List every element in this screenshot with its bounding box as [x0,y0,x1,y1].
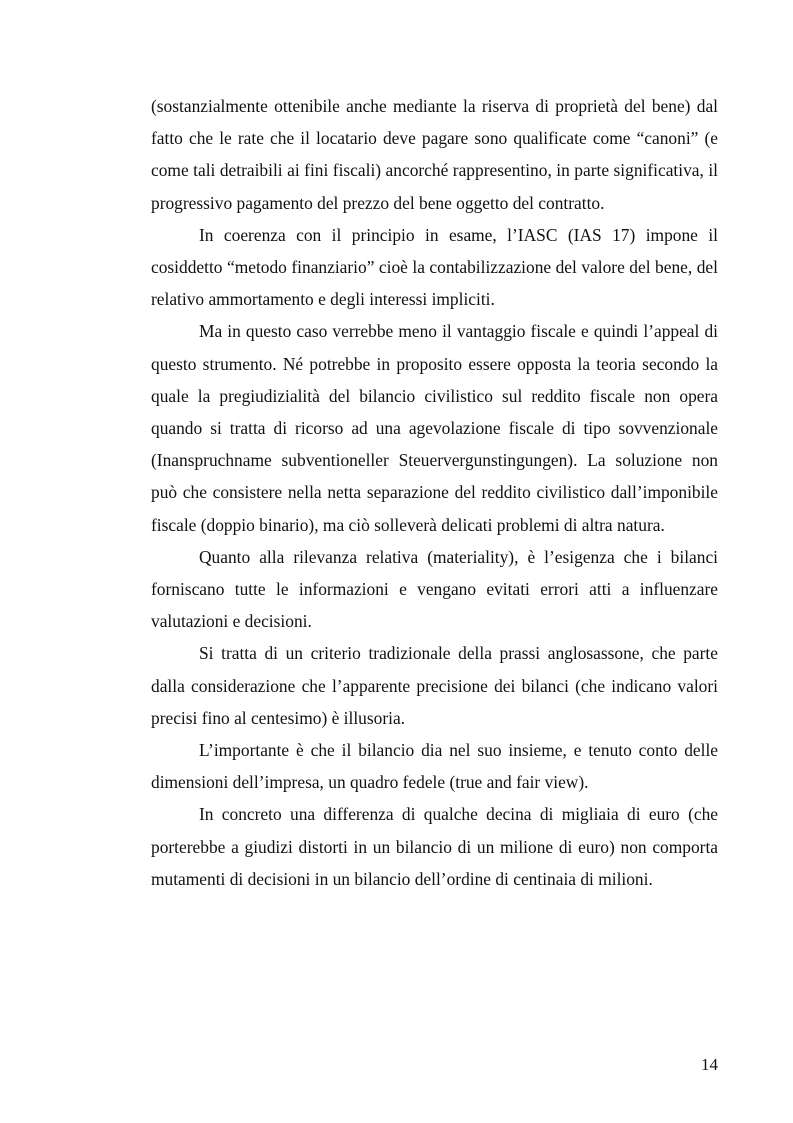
page-number: 14 [701,1055,718,1074]
paragraph-true-fair-view: L’importante è che il bilancio dia nel suo insieme, e tenuto conto delle dimensioni dell’impresa, un quadro fedele (true and fair view). [151,740,718,793]
paragraph-fiscal-advantage: Ma in questo caso verrebbe meno il vantaggio fiscale e quindi l’appeal di questo strumento. Né potrebbe in proposito essere opposta la teoria secondo la quale la pregiudizialità del bilancio civilistico sul reddito fiscale non opera quando si tratta di ricorso ad una agevolazione fiscale di tipo sovvenzionale (Inanspruchname subventioneller Steuervergunstingungen). La soluzione non può che consistere nella netta separazione del reddito civilistico dall’imponibile fiscale (doppio binario), ma ciò solleverà delicati problemi di altra natura. [151,321,718,535]
paragraph-materiality: Quanto alla rilevanza relativa (materiality), è l’esigenza che i bilanci forniscano tutte le informazioni e vengano evitati errori atti a influenzare valutazioni e decisioni. [151,546,718,632]
paragraph-ias17: In coerenza con il principio in esame, l’IASC (IAS 17) impone il cosiddetto “metodo finanziario” cioè la contabilizzazione del valore del bene, del relativo ammortamento e degli interessi impliciti. [151,224,718,310]
paragraph-concrete-example: In concreto una differenza di qualche decina di migliaia di euro (che porterebbe a giudizi distorti in un bilancio di un milione di euro) non comporta mutamenti di decisioni in un bilancio dell’ordine di centinaia di milioni. [151,804,718,889]
paragraph-anglo-saxon-practice: Si tratta di un criterio tradizionale della prassi anglosassone, che parte dalla considerazione che l’apparente precisione dei bilanci (che indicano valori precisi fino al centesimo) è illusoria. [151,643,718,728]
page-body [151,90,718,895]
paragraph-continuation: (sostanzialmente ottenibile anche mediante la riserva di proprietà del bene) dal fatto che le rate che il locatario deve pagare sono qualificate come “canoni” (e come tali detraibili ai fini fiscali) ancorché rappresentino, in parte significativa, il progressivo pagamento del prezzo del bene oggetto del contratto. [151,96,718,213]
